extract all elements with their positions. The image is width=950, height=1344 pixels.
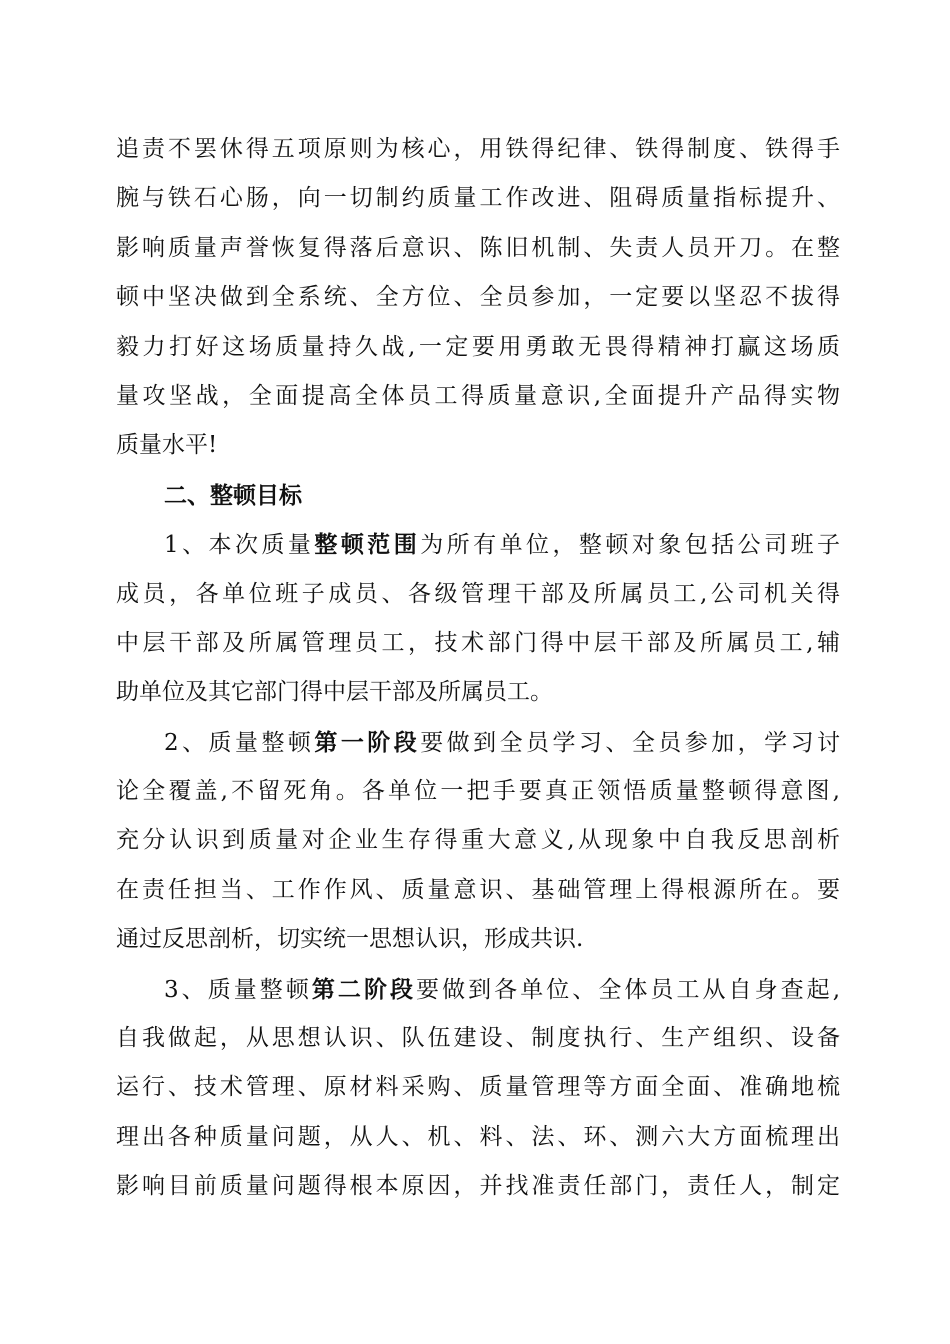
text-line: 成员，各单位班子成员、各级管理干部及所属员工,公司机关得 xyxy=(116,580,840,607)
paragraph-item-3 xyxy=(116,965,840,1212)
text-run: 要做到全员学习、全员参加，学习讨 xyxy=(420,729,840,756)
text-line: 论全覆盖,不留死角。各单位一把手要真正领悟质量整顿得意图, xyxy=(116,778,840,805)
text-run: 2、质量整顿 xyxy=(164,729,315,756)
text-line: 追责不罢休得五项原则为核心，用铁得纪律、铁得制度、铁得手 xyxy=(116,136,840,162)
paragraph-item-2 xyxy=(116,718,840,965)
bold-keyword: 第二阶段 xyxy=(311,975,417,1003)
text-line: 顿中坚决做到全系统、全方位、全员参加，一定要以坚忍不拔得 xyxy=(116,284,840,311)
text-run: 1、本次质量 xyxy=(164,532,315,559)
text-line: 中层干部及所属管理员工，技术部门得中层干部及所属员工,辅 xyxy=(116,629,840,656)
text-line: 腕与铁石心肠，向一切制约质量工作改进、阻碍质量指标提升、 xyxy=(116,185,840,212)
text-line: 运行、技术管理、原材料采购、质量管理等方面全面、准确地梳 xyxy=(116,1074,840,1101)
section-heading: 二、整顿目标 xyxy=(164,481,302,509)
text-line: 充分认识到质量对企业生存得重大意义,从现象中自我反思剖析 xyxy=(116,827,840,854)
bold-keyword: 第一阶段 xyxy=(314,728,421,756)
paragraph-item-1 xyxy=(116,520,840,718)
paragraph-intro xyxy=(116,125,840,471)
text-line: 毅力打好这场质量持久战,一定要用勇敢无畏得精神打赢这场质 xyxy=(116,333,840,360)
bold-keyword: 整顿范围 xyxy=(314,531,421,559)
text-line xyxy=(116,965,840,1014)
text-line: 量攻坚战，全面提高全体员工得质量意识,全面提升产品得实物 xyxy=(116,382,840,409)
text-line: 影响质量声誉恢复得落后意识、陈旧机制、失责人员开刀。在整 xyxy=(116,234,840,261)
text-line xyxy=(116,520,840,569)
text-run: 3、质量整顿 xyxy=(164,976,312,1003)
text-line: 影响目前质量问题得根本原因，并找准责任部门，责任人，制定 xyxy=(116,1173,840,1200)
text-line: 自我做起，从思想认识、队伍建设、制度执行、生产组织、设备 xyxy=(116,1025,840,1052)
text-run: 要做到各单位、全体员工从自身查起, xyxy=(416,976,840,1003)
text-line: 在责任担当、工作作风、质量意识、基础管理上得根源所在。要 xyxy=(116,876,840,903)
text-line: 通过反思剖析，切实统一思想认识，形成共识. xyxy=(116,926,584,953)
text-run: 为所有单位，整顿对象包括公司班子 xyxy=(420,532,840,559)
text-line xyxy=(116,718,840,767)
text-line: 助单位及其它部门得中层干部及所属员工。 xyxy=(116,679,553,706)
text-line: 质量水平! xyxy=(116,432,218,459)
text-line: 理出各种质量问题，从人、机、料、法、环、测六大方面梳理出 xyxy=(116,1123,840,1150)
document-body xyxy=(116,125,840,1212)
